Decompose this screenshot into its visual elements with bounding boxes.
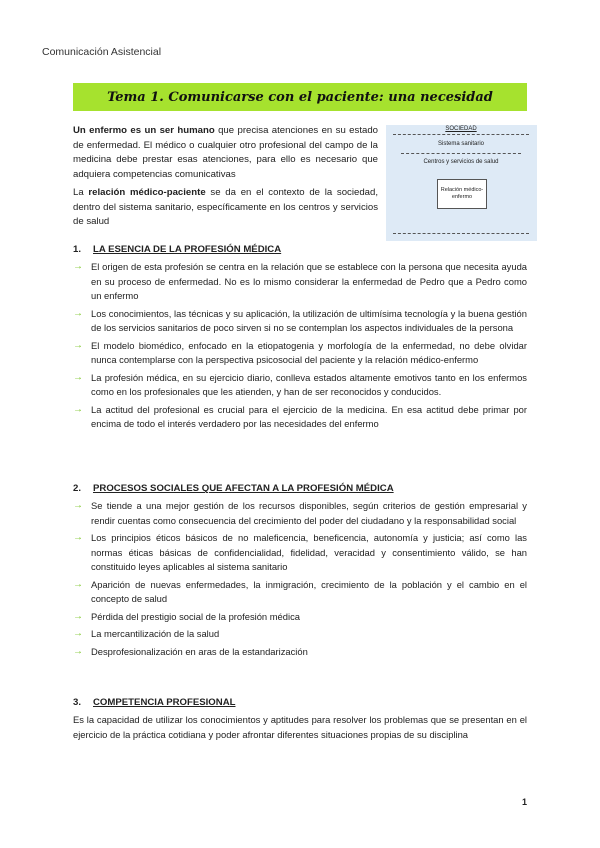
arrow-bullet-icon: → bbox=[73, 500, 83, 511]
list-item bbox=[73, 627, 527, 642]
diagram-frame bbox=[393, 126, 529, 234]
list-item bbox=[73, 371, 527, 400]
section-2-list bbox=[73, 499, 527, 659]
section-1-title: LA ESENCIA DE LA PROFESIÓN MÉDICA bbox=[93, 244, 282, 255]
intro-paragraph-2 bbox=[73, 186, 378, 230]
section-2-heading bbox=[73, 483, 527, 494]
section-3-title: COMPETENCIA PROFESIONAL bbox=[93, 697, 236, 708]
page-number: 1 bbox=[522, 797, 528, 807]
list-item bbox=[73, 610, 527, 625]
topic-title-banner bbox=[73, 83, 527, 111]
list-item-text: La actitud del profesional es crucial para el ejercicio de la medicina. En esa actitud debe primar por encima de todo el interés verdadero por las necesidades del enfermo bbox=[91, 403, 527, 429]
intro-bold-1: Un enfermo es un ser humano bbox=[73, 125, 215, 136]
list-item-text: El origen de esta profesión se centra en la relación que se establece con la persona que necesita ayuda en su proceso de enfermedad. No es lo mismo considerar la enfermedad de Pedro que a Pedro como un enfermo bbox=[91, 261, 527, 301]
list-item bbox=[73, 339, 527, 368]
list-item bbox=[73, 307, 527, 336]
section-1-number: 1. bbox=[73, 244, 82, 255]
intro-bold-2: relación médico-paciente bbox=[88, 187, 206, 198]
section-2-number: 2. bbox=[73, 483, 82, 494]
intro-rest-1: que precisa atenciones en su estado de enfermedad. El médico o cualquier otro profesional del campo de la medicina debe prestar esas atenciones, para ello es necesario que adquiera competencias comunicativas bbox=[73, 125, 378, 180]
arrow-bullet-icon: → bbox=[73, 403, 83, 415]
diagram-health-system: Sistema sanitario bbox=[437, 141, 485, 147]
diagram-health-centers: Centros y servicios de salud bbox=[423, 159, 499, 165]
context-diagram bbox=[386, 125, 537, 241]
diagram-divider bbox=[401, 153, 521, 154]
section-3-number: 3. bbox=[73, 697, 82, 708]
list-item bbox=[73, 578, 527, 607]
section-3-paragraph: Es la capacidad de utilizar los conocimientos y aptitudes para resolver los problemas que se presentan en el ejercicio de la práctica cotidiana y poder afrontar diferentes situaciones propias de su disciplina bbox=[73, 714, 527, 740]
arrow-bullet-icon: → bbox=[73, 339, 83, 351]
arrow-bullet-icon: → bbox=[73, 307, 83, 319]
arrow-bullet-icon: → bbox=[73, 645, 83, 657]
intro-paragraph-1 bbox=[73, 124, 378, 182]
section-1-heading bbox=[73, 244, 527, 255]
arrow-bullet-icon: → bbox=[73, 532, 83, 543]
section-2-title: PROCESOS SOCIALES QUE AFECTAN A LA PROFESIÓN MÉDICA bbox=[93, 483, 394, 494]
list-item bbox=[73, 260, 527, 304]
intro-rest-2: se da en el contexto de la sociedad, dentro del sistema sanitario, específicamente en los centros y servicios de salud bbox=[73, 187, 378, 227]
list-item bbox=[73, 403, 527, 432]
section-1 bbox=[73, 244, 527, 435]
list-item-text: La mercantilización de la salud bbox=[91, 628, 220, 639]
list-item-text: Desprofesionalización en aras de la estandarización bbox=[91, 645, 308, 657]
section-3 bbox=[73, 697, 527, 742]
intro-text bbox=[73, 124, 378, 234]
list-item-text: El modelo biomédico, enfocado en la etiopatogenia y morfología de la enfermedad, no debe olvidar nunca contemplarse con la perspectiva psicosocial del paciente y la relación médico-enfermo bbox=[91, 339, 527, 365]
diagram-relation-box bbox=[437, 179, 487, 209]
arrow-bullet-icon: → bbox=[73, 628, 83, 639]
section-1-list bbox=[73, 260, 527, 432]
diagram-society: SOCIEDAD bbox=[445, 126, 477, 132]
topic-title: Tema 1. Comunicarse con el paciente: una necesidad bbox=[107, 89, 493, 105]
list-item-text: Los conocimientos, las técnicas y su aplicación, la utilización de ultimísima tecnología y la buena gestión de los servicios sanitarios de poco sirven si no se contemplan los aspectos individuales de la persona bbox=[91, 307, 527, 333]
list-item bbox=[73, 645, 527, 660]
list-item-text: Los principios éticos básicos de no maleficencia, beneficencia, autonomía y justicia; así como las normas éticas básicas de confidencialidad, fidelidad, veracidad y consentimiento válido, se han constituido leyes aplicables al sistema sanitario bbox=[91, 532, 527, 572]
page-header: Comunicación Asistencial bbox=[42, 46, 162, 58]
list-item-text: Pérdida del prestigio social de la profesión médica bbox=[91, 610, 300, 622]
intro-start-2: La bbox=[73, 187, 89, 198]
arrow-bullet-icon: → bbox=[73, 578, 83, 590]
list-item bbox=[73, 499, 527, 528]
list-item-text: Se tiende a una mejor gestión de los recursos disponibles, según criterios de gestión empresarial y rendir cuentas como consecuencia del crecimiento del poder del ciudadano y la responsabilidad social bbox=[91, 500, 527, 526]
section-3-heading bbox=[73, 697, 527, 708]
arrow-bullet-icon: → bbox=[73, 261, 83, 272]
arrow-bullet-icon: → bbox=[73, 371, 83, 383]
section-2 bbox=[73, 483, 527, 662]
list-item-text: Aparición de nuevas enfermedades, la inmigración, crecimiento de la población y el cambio en el concepto de salud bbox=[91, 578, 527, 604]
list-item bbox=[73, 531, 527, 575]
list-item-text: La profesión médica, en su ejercicio diario, conlleva estados altamente emotivos tanto en los enfermos como en los profesionales que les atienden, y han de ser reconocidos y conducidos. bbox=[91, 371, 527, 397]
diagram-relation-label: Relación médico-enfermo bbox=[440, 187, 484, 200]
arrow-bullet-icon: → bbox=[73, 610, 83, 622]
